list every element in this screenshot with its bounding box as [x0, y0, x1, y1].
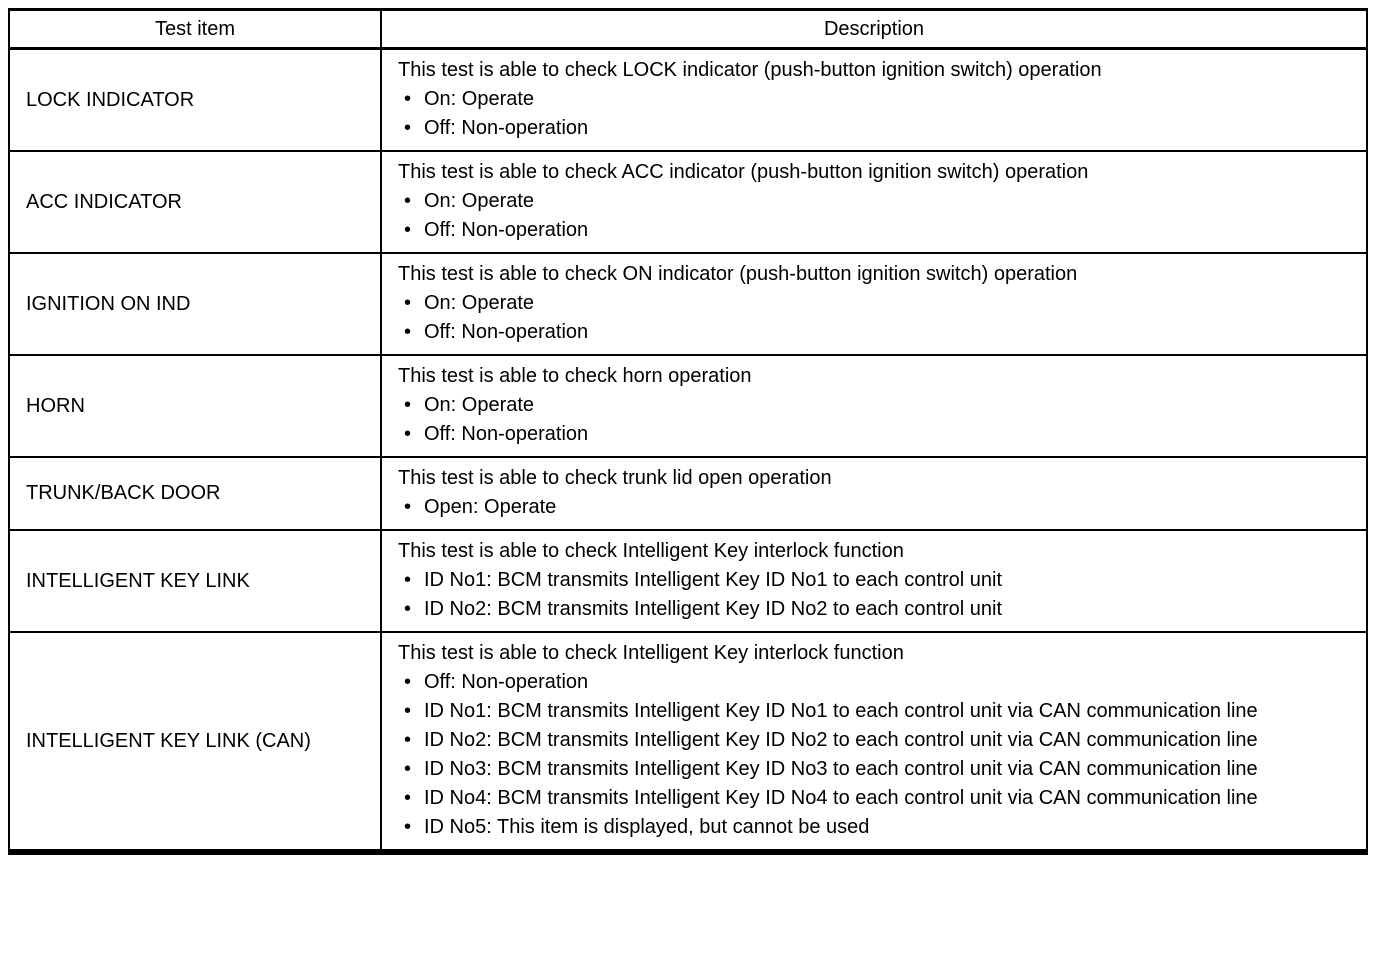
- bullet-text: Off: Non-operation: [424, 117, 589, 139]
- bullet-icon: •: [404, 423, 412, 445]
- description-intro-text: This test is able to check horn operation: [398, 365, 752, 387]
- bullet-text: On: Operate: [424, 292, 535, 314]
- bullet-icon: •: [404, 700, 412, 722]
- bullet-text: On: Operate: [424, 88, 535, 110]
- bullet-icon: •: [404, 394, 412, 416]
- bullet-item: [398, 187, 1358, 216]
- diagnostic-test-table: [8, 8, 1368, 855]
- description-intro-text: This test is able to check Intelligent Key interlock function: [398, 642, 904, 664]
- bullet-icon: •: [404, 758, 412, 780]
- test-item-cell: TRUNK/BACK DOOR: [9, 457, 381, 530]
- bullet-icon: •: [404, 671, 412, 693]
- description-cell: [381, 355, 1367, 457]
- bullet-item: [398, 595, 1358, 624]
- column-header-test-item: Test item: [9, 10, 381, 49]
- table-row: [9, 253, 1367, 355]
- bullet-text: ID No4: BCM transmits Intelligent Key ID No4 to each control unit via CAN communication line: [424, 787, 1258, 809]
- bullet-item: [398, 114, 1358, 143]
- bullet-item: [398, 668, 1358, 697]
- test-item-cell: INTELLIGENT KEY LINK (CAN): [9, 632, 381, 852]
- bullet-item: [398, 813, 1358, 842]
- table-row: [9, 632, 1367, 852]
- bullet-item: [398, 784, 1358, 813]
- bullet-item: [398, 566, 1358, 595]
- description-intro-text: This test is able to check LOCK indicator (push-button ignition switch) operation: [398, 59, 1102, 81]
- test-item-cell: IGNITION ON IND: [9, 253, 381, 355]
- description-cell: [381, 151, 1367, 253]
- bullet-text: Off: Non-operation: [424, 423, 589, 445]
- description-cell: [381, 632, 1367, 852]
- description-intro-text: This test is able to check ON indicator (push-button ignition switch) operation: [398, 263, 1078, 285]
- bullet-text: ID No2: BCM transmits Intelligent Key ID No2 to each control unit via CAN communication line: [424, 729, 1258, 751]
- description-intro-text: This test is able to check trunk lid open operation: [398, 467, 832, 489]
- bullet-icon: •: [404, 219, 412, 241]
- description-cell: [381, 530, 1367, 632]
- column-header-description: Description: [381, 10, 1367, 49]
- description-intro-text: This test is able to check ACC indicator (push-button ignition switch) operation: [398, 161, 1089, 183]
- bullet-item: [398, 318, 1358, 347]
- description-cell: [381, 457, 1367, 530]
- table-row: [9, 355, 1367, 457]
- bullet-icon: •: [404, 569, 412, 591]
- bullet-item: [398, 697, 1358, 726]
- table-row: [9, 151, 1367, 253]
- bullet-text: On: Operate: [424, 190, 535, 212]
- bullet-item: [398, 391, 1358, 420]
- bullet-item: [398, 493, 1358, 522]
- bullet-icon: •: [404, 190, 412, 212]
- test-item-cell: ACC INDICATOR: [9, 151, 381, 253]
- bullet-text: ID No5: This item is displayed, but cannot be used: [424, 816, 870, 838]
- table-body: [9, 49, 1367, 853]
- table-row: [9, 457, 1367, 530]
- bullet-icon: •: [404, 496, 412, 518]
- bullet-icon: •: [404, 292, 412, 314]
- bullet-icon: •: [404, 88, 412, 110]
- bullet-text: Off: Non-operation: [424, 671, 589, 693]
- bullet-item: [398, 85, 1358, 114]
- test-item-cell: HORN: [9, 355, 381, 457]
- bullet-item: [398, 289, 1358, 318]
- table-header: [9, 10, 1367, 49]
- description-cell: [381, 253, 1367, 355]
- bullet-icon: •: [404, 117, 412, 139]
- bullet-item: [398, 726, 1358, 755]
- bullet-text: On: Operate: [424, 394, 535, 416]
- bullet-item: [398, 216, 1358, 245]
- bullet-text: ID No2: BCM transmits Intelligent Key ID No2 to each control unit: [424, 598, 1003, 620]
- bullet-icon: •: [404, 729, 412, 751]
- bullet-item: [398, 420, 1358, 449]
- header-row: [9, 10, 1367, 49]
- bullet-text: Off: Non-operation: [424, 321, 589, 343]
- bullet-text: ID No3: BCM transmits Intelligent Key ID No3 to each control unit via CAN communication line: [424, 758, 1258, 780]
- table-row: [9, 530, 1367, 632]
- test-item-cell: INTELLIGENT KEY LINK: [9, 530, 381, 632]
- table-row: [9, 49, 1367, 152]
- description-intro-text: This test is able to check Intelligent Key interlock function: [398, 540, 904, 562]
- bullet-icon: •: [404, 787, 412, 809]
- bullet-text: ID No1: BCM transmits Intelligent Key ID No1 to each control unit: [424, 569, 1003, 591]
- bullet-icon: •: [404, 598, 412, 620]
- bullet-item: [398, 755, 1358, 784]
- description-cell: [381, 49, 1367, 152]
- bullet-icon: •: [404, 816, 412, 838]
- bullet-icon: •: [404, 321, 412, 343]
- bullet-text: Open: Operate: [424, 496, 557, 518]
- bullet-text: Off: Non-operation: [424, 219, 589, 241]
- test-item-cell: LOCK INDICATOR: [9, 49, 381, 152]
- bullet-text: ID No1: BCM transmits Intelligent Key ID No1 to each control unit via CAN communication line: [424, 700, 1258, 722]
